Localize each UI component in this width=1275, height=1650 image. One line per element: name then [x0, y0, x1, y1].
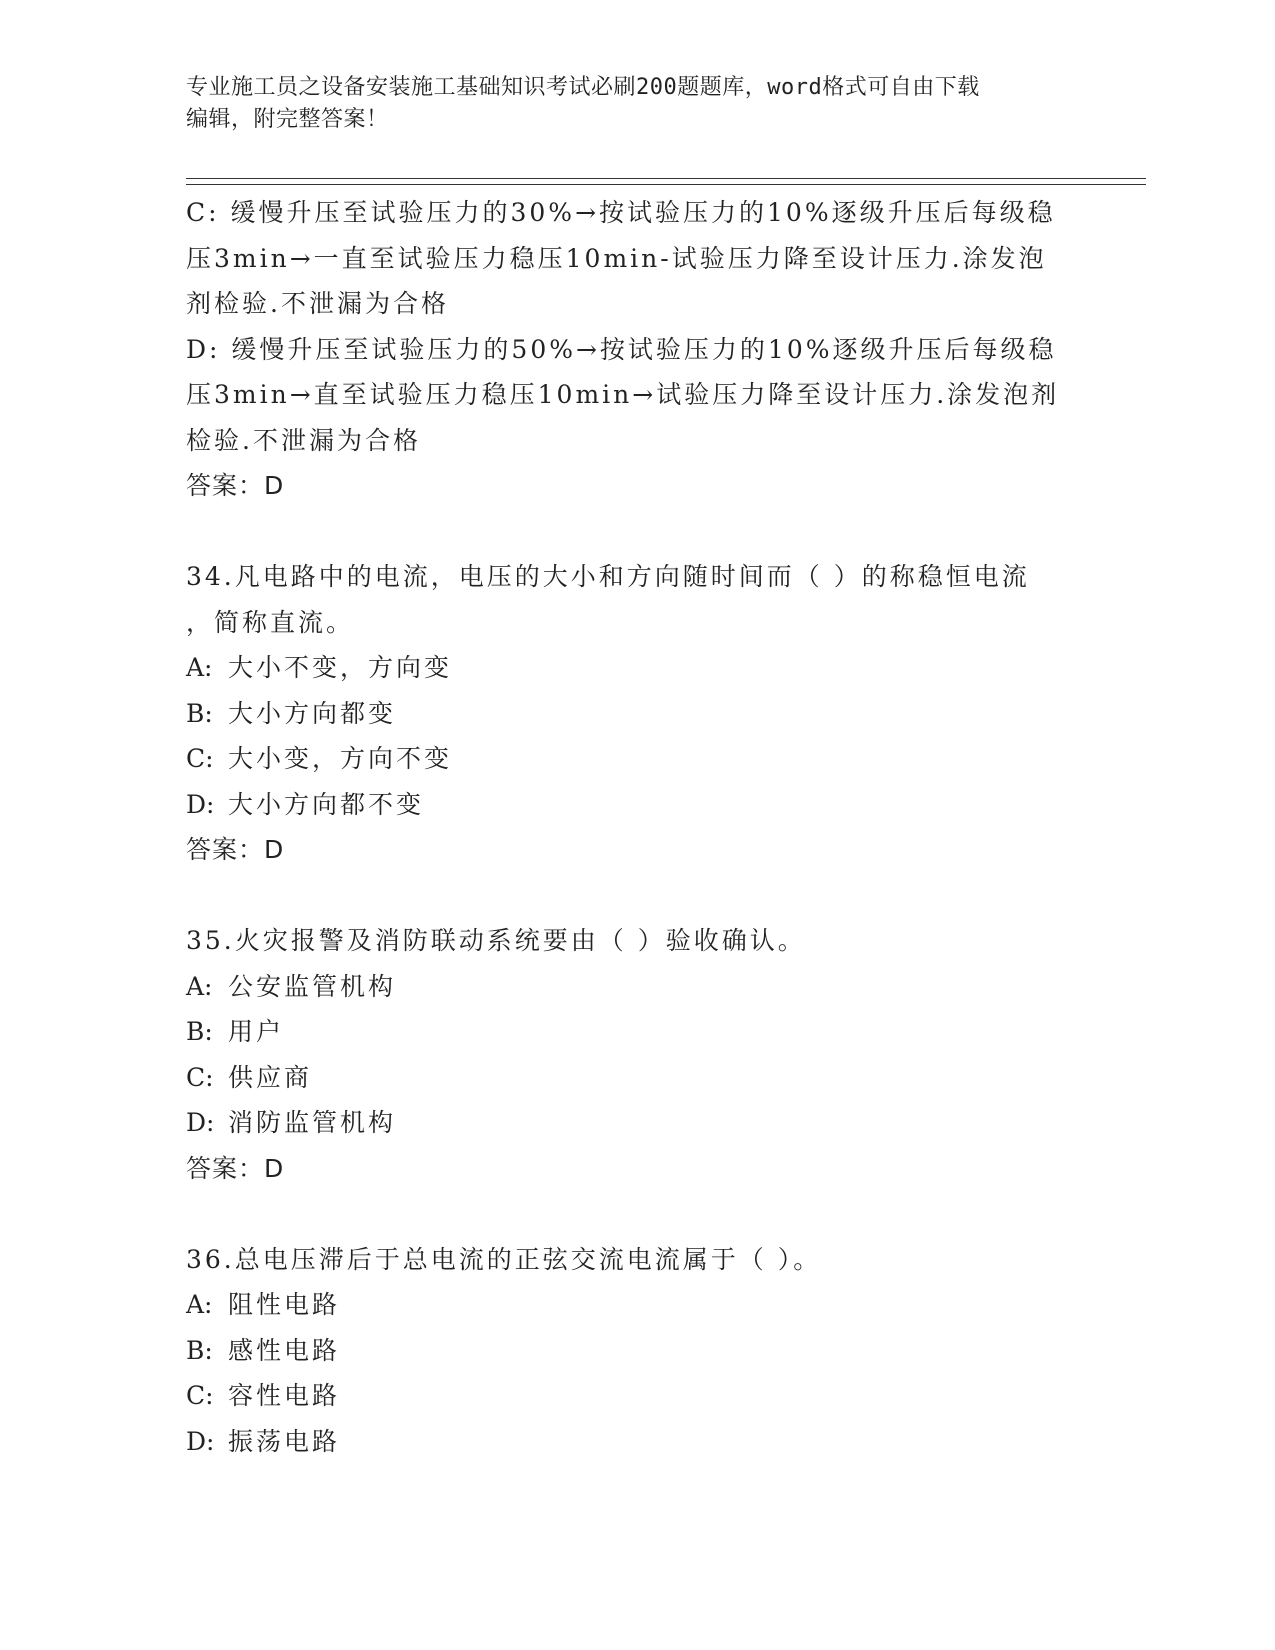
option-label: A:	[186, 971, 213, 1001]
option-d-line-2: 压3min→直至试验压力稳压10min→试验压力降至设计压力.涂发泡剂	[186, 380, 1060, 409]
option-text: 阻性电路	[228, 1290, 341, 1319]
question-33-tail	[186, 190, 1086, 509]
spacer	[186, 873, 1086, 919]
option-text: 感性电路	[228, 1335, 341, 1365]
header-title-line-2: 编辑，附完整答案！	[186, 107, 389, 132]
option-d	[186, 782, 1086, 828]
answer: 答案：D	[186, 835, 285, 864]
option-text: 大小方向都不变	[228, 789, 425, 819]
header-divider-bottom	[186, 184, 1146, 185]
option-text: 用户	[228, 1017, 285, 1046]
header-title-line-1: 专业施工员之设备安装施工基础知识考试必刷200题题库，word格式可自由下载	[186, 75, 980, 100]
option-d-line-1: D: 缓慢升压至试验压力的50%→按试验压力的10%逐级升压后每级稳	[186, 334, 1057, 364]
spacer	[186, 509, 1086, 555]
option-label: C:	[186, 744, 214, 773]
option-text: 大小不变，方向变	[228, 653, 453, 682]
option-text: 供应商	[228, 1062, 313, 1092]
option-a	[186, 645, 1086, 691]
option-label: A:	[186, 653, 213, 682]
spacer	[186, 1191, 1086, 1237]
document-header	[186, 72, 1066, 136]
option-c	[186, 736, 1086, 782]
option-d	[186, 1100, 1086, 1146]
question-stem: 35.火灾报警及消防联动系统要由（ ）验收确认。	[186, 926, 806, 955]
question-stem-line-1: 34.凡电路中的电流，电压的大小和方向随时间而（ ）的称稳恒电流	[186, 562, 1030, 591]
option-label: B:	[186, 698, 213, 728]
option-a	[186, 1282, 1086, 1328]
option-label: D:	[186, 1108, 215, 1137]
question-stem: 36.总电压滞后于总电流的正弦交流电流属于（ ）。	[186, 1244, 822, 1274]
option-text: 大小变，方向不变	[228, 744, 453, 773]
question-stem-line-2: ，简称直流。	[186, 607, 355, 637]
option-a	[186, 964, 1086, 1010]
option-text: 公安监管机构	[228, 971, 397, 1001]
question-36	[186, 1237, 1086, 1465]
question-35	[186, 918, 1086, 1191]
option-text: 振荡电路	[228, 1426, 341, 1456]
option-b	[186, 691, 1086, 737]
option-label: D:	[186, 789, 215, 819]
question-34	[186, 554, 1086, 873]
option-label: C:	[186, 1062, 214, 1092]
option-text: 大小方向都变	[228, 698, 397, 728]
answer: 答案：D	[186, 471, 285, 500]
option-c-line-3: 剂检验.不泄漏为合格	[186, 289, 449, 318]
option-c-line-2: 压3min→一直至试验压力稳压10min-试验压力降至设计压力.涂发泡	[186, 243, 1047, 273]
option-text: 容性电路	[228, 1381, 341, 1410]
option-label: C:	[186, 1381, 214, 1410]
option-c	[186, 1373, 1086, 1419]
option-c-line-1: C: 缓慢升压至试验压力的30%→按试验压力的10%逐级升压后每级稳	[186, 198, 1056, 227]
answer: 答案：D	[186, 1153, 285, 1183]
question-content	[186, 190, 1086, 1464]
option-d	[186, 1419, 1086, 1465]
header-divider-top	[186, 178, 1146, 179]
option-label: B:	[186, 1335, 213, 1365]
option-label: D:	[186, 1426, 215, 1456]
option-c	[186, 1055, 1086, 1101]
option-text: 消防监管机构	[228, 1108, 397, 1137]
option-label: B:	[186, 1017, 213, 1046]
option-d-line-3: 检验.不泄漏为合格	[186, 425, 421, 455]
option-label: A:	[186, 1290, 213, 1319]
option-b	[186, 1328, 1086, 1374]
option-b	[186, 1009, 1086, 1055]
